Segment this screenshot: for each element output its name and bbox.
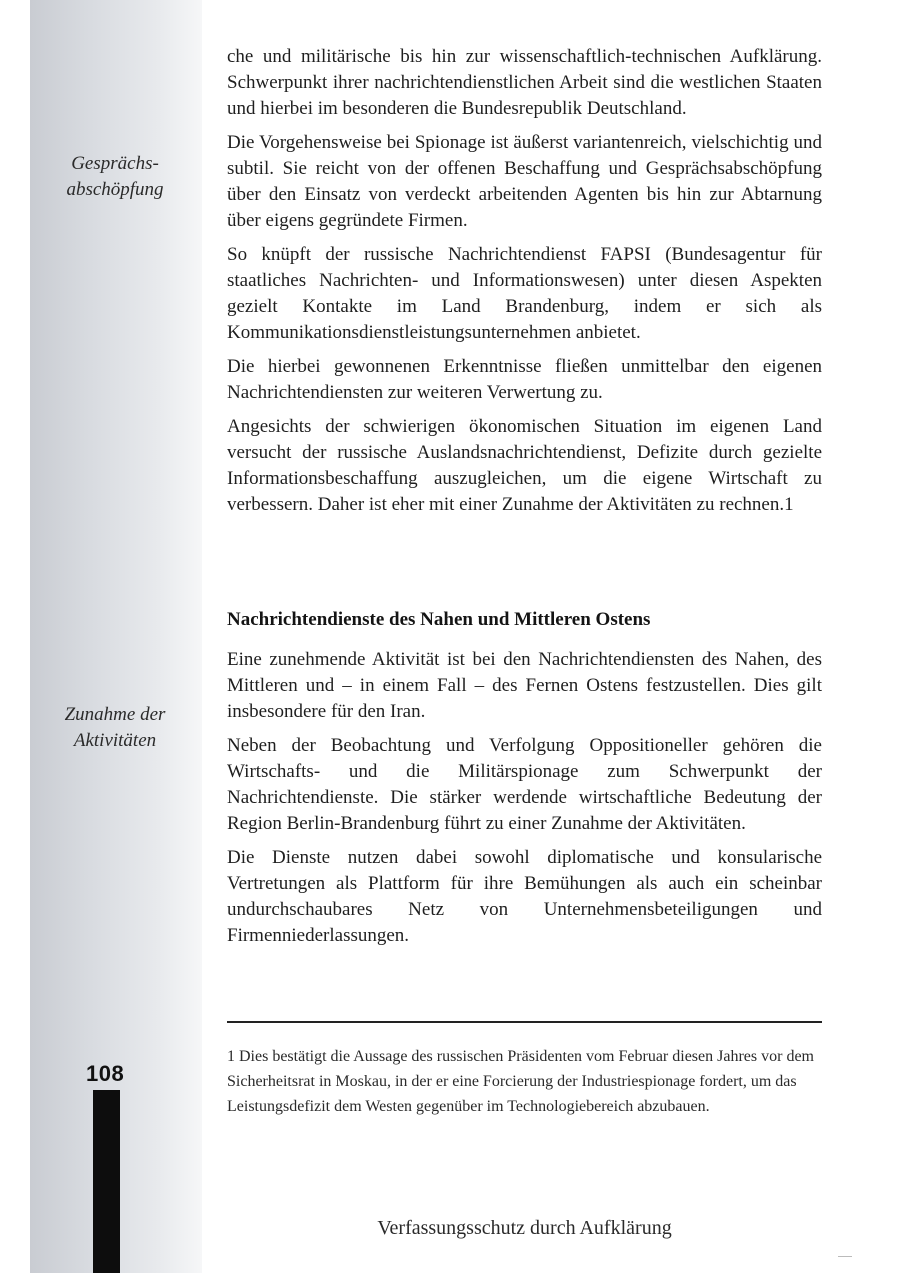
footnote: 1 Dies bestätigt die Aussage des russischen Präsidenten vom Februar diesen Jahres vor dem Sicherheitsrat in Moskau, in der er eine Forcierung der Industriespionage fordert, um das Leistungsdefizit dem Westen gegenüber im Technologiebereich abzubauen. — [227, 1048, 814, 1115]
margin-note-gespraechsabschoepfung — [40, 151, 190, 203]
paragraph: Eine zunehmende Aktivität ist bei den Nachrichtendiensten des Nahen, des Mittleren und – in einem Fall – des Fernen Ostens festzustellen. Dies gilt insbesondere für den Iran. — [227, 649, 822, 722]
paragraph: Die Vorgehensweise bei Spionage ist äußerst variantenreich, vielschichtig und subtil. Sie reicht von der offenen Beschaffung und Gesprächsabschöpfung über den Einsatz von verdeckt arbeitenden Agenten bis hin zur Abtarnung über eigens gegründete Firmen. — [227, 132, 822, 231]
body-text-top — [227, 44, 822, 526]
paragraph: Die Dienste nutzen dabei sowohl diplomatische und konsularische Vertretungen als Plattform für ihre Bemühungen als auch ein scheinbar undurchschaubares Netz von Unternehmensbeteiligungen und Firmenniederlassungen. — [227, 847, 822, 946]
paragraph: Die hierbei gewonnenen Erkenntnisse fließen unmittelbar den eigenen Nachrichtendiensten zur weiteren Verwertung zu. — [227, 356, 822, 403]
footer-title: Verfassungsschutz durch Aufklärung — [377, 1217, 672, 1239]
page-marker-bar — [93, 1090, 120, 1273]
paragraph: Angesichts der schwierigen ökonomischen Situation im eigenen Land versucht der russische Auslandsnachrichtendienst, Defizite durch gezielte Informationsbeschaffung auszugleichen, um die eigene Wirtschaft zu verbessern. Daher ist eher mit einer Zunahme der Aktivitäten zu rechnen.1 — [227, 416, 822, 515]
scan-mark — [838, 1256, 852, 1257]
paragraph: So knüpft der russische Nachrichtendienst FAPSI (Bundesagentur für staatliches Nachrichten- und Informationswesen) unter diesen Aspekten gezielt Kontakte im Land Brandenburg, indem er sich als Kommunikationsdienstleistungsunternehmen anbietet. — [227, 244, 822, 343]
paragraph: Neben der Beobachtung und Verfolgung Oppositioneller gehören die Wirtschafts- und die Militärspionage zum Schwerpunkt der Nachrichtendienste. Die stärker werdende wirtschaftliche Bedeutung der Region Berlin-Brandenburg führt zu einer Zunahme der Aktivitäten. — [227, 735, 822, 834]
margin-note-line: Gesprächs- — [71, 153, 159, 174]
paragraph: che und militärische bis hin zur wissenschaftlich-technischen Aufklärung. Schwerpunkt ihrer nachrichtendienstlichen Arbeit sind die westlichen Staaten und hierbei im besonderen die Bundesrepublik Deutschland. — [227, 46, 822, 119]
footnote-divider — [227, 1021, 822, 1023]
section-heading: Nachrichtendienste des Nahen und Mittleren Ostens — [227, 609, 651, 630]
page-number: 108 — [86, 1061, 125, 1086]
margin-note-zunahme — [40, 702, 190, 754]
margin-note-line: Zunahme der — [64, 704, 166, 725]
body-text-bottom — [227, 647, 822, 957]
margin-note-line: abschöpfung — [66, 179, 164, 200]
margin-note-line: Aktivitäten — [73, 730, 157, 751]
